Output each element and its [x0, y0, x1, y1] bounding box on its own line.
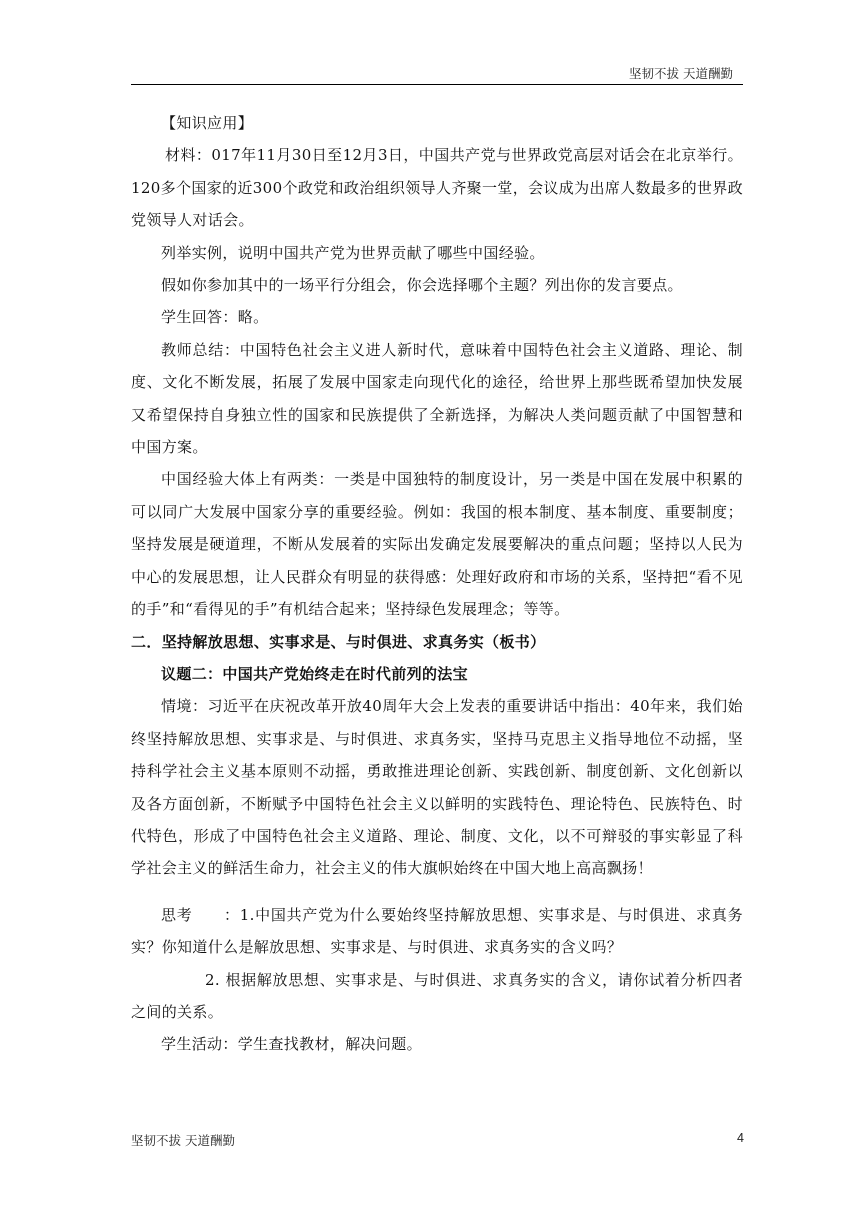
- think-question-2: 2. 根据解放思想、实事求是、与时俱进、求真务实的含义，请你试着分析四者之间的关系。: [131, 970, 743, 1021]
- situation-paragraph: 情境：习近平在庆祝改革开放40周年大会上发表的重要讲话中指出：40年来，我们始终坚持解放思想、实事求是、与时俱进、求真务实，坚持马克思主义指导地位不动摇，坚持科学社会主义基本原则不动摇，勇敢推进理论创新、实践创新、制度创新、文化创新以及各方面创新，不断赋予中国特色社会主义以鲜明的实践特色、理论特色、民族特色、时代特色，形成了中国特色社会主义道路、理论、制度、文化，以不可辩驳的事实彰显了科学社会主义的鲜活生命力，社会主义的伟大旗帜始终在中国大地上高高飘扬！: [131, 697, 743, 878]
- think-question-1: 思考 ：1.中国共产党为什么要始终坚持解放思想、实事求是、与时俱进、求真务实？你知道什么是解放思想、实事求是、与时俱进、求真务实的含义吗？: [131, 905, 743, 957]
- topic-2-heading: 议题二：中国共产党始终走在时代前列的法宝: [161, 664, 469, 683]
- task-2: 假如你参加其中的一场平行分组会，你会选择哪个主题？列出你的发言要点。: [161, 276, 683, 295]
- paragraph-gap: [131, 885, 743, 899]
- task-1: 列举实例，说明中国共产党为世界贡献了哪些中国经验。: [161, 243, 545, 262]
- header-motto: 坚韧不拔 天道酬勤: [629, 66, 733, 81]
- student-activity: 学生活动：学生查找教材，解决问题。: [161, 1035, 422, 1054]
- china-experience-paragraph: 中国经验大体上有两类：一类是中国独特的制度设计，另一类是中国在发展中积累的可以同广大发展中国家分享的重要经验。例如：我国的根本制度、基本制度、重要制度；坚持发展是硬道理，不断从发展着的实际出发确定发展要解决的重点问题；坚持以人民为中心的发展思想，让人民群众有明显的获得感：处理好政府和市场的关系，坚持把“看不见的手”和“看得见的手”有机结合起来；坚持绿色发展理念；等等。: [131, 470, 743, 619]
- knowledge-heading: 【知识应用】: [161, 114, 254, 132]
- header-divider: [131, 84, 743, 85]
- material-paragraph: 材料：017年11月30日至12月3日，中国共产党与世界政党高层对话会在北京举行。120多个国家的近300个政党和政治组织领导人齐聚一堂，会议成为出席人数最多的世界政党领导人对话会。: [131, 146, 743, 230]
- section-2-heading: 二．坚持解放思想、实事求是、与时俱进、求真务实（板书）: [131, 632, 546, 651]
- page-number: 4: [737, 1131, 744, 1145]
- page-content: [131, 107, 743, 1061]
- student-answer: 学生回答：略。: [161, 308, 269, 327]
- footer-motto: 坚韧不拔 天道酬勤: [131, 1133, 235, 1148]
- teacher-summary: 教师总结：中国特色社会主义进人新时代，意味着中国特色社会主义道路、理论、制度、文化不断发展，拓展了发展中国家走向现代化的途径，给世界上那些既希望加快发展又希望保持自身独立性的国家和民族提供了全新选择，为解决人类问题贡献了中国智慧和中国方案。: [131, 340, 743, 457]
